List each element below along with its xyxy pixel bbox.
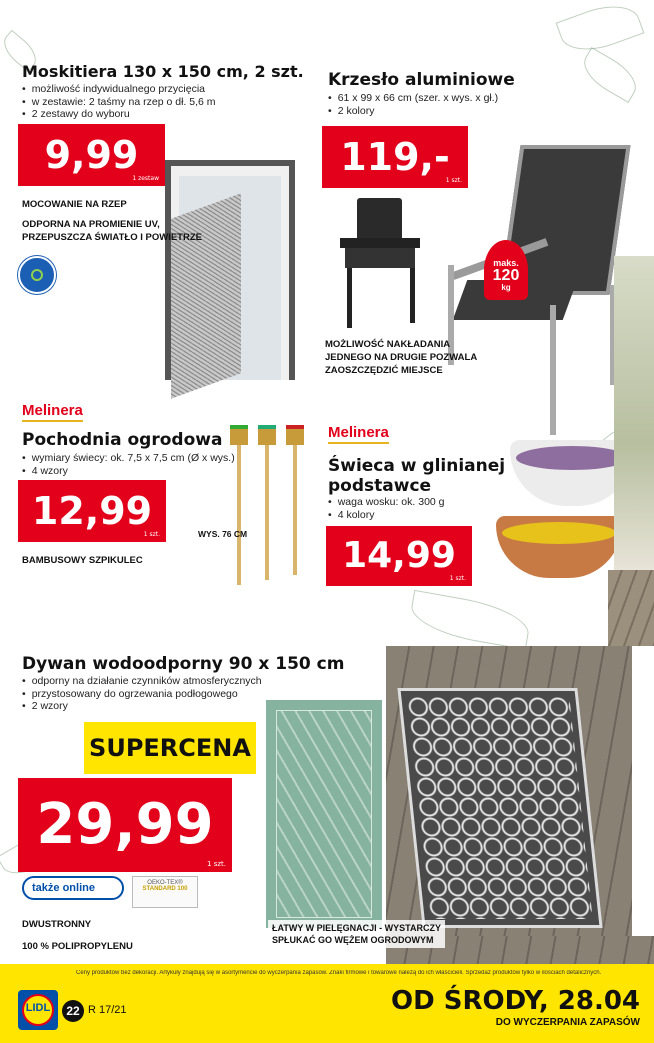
orange-candle-image [496, 516, 622, 578]
bullet: • 2 zestawy do wyboru [22, 108, 216, 121]
bullet: • waga wosku: ok. 300 g [328, 496, 445, 509]
weight-badge: maks. 120 kg [484, 240, 528, 300]
rug-price-tag [18, 778, 232, 872]
torch-height-label: WYS. 76 CM [198, 529, 248, 539]
bullet: • wymiary świecy: ok. 7,5 x 7,5 cm (Ø x wys.) [22, 452, 235, 465]
rug-bullets [22, 675, 262, 713]
torch-bullets [22, 452, 235, 477]
page-number: 22 [62, 1000, 84, 1022]
torch-price-tag [18, 480, 166, 542]
rug-title: Dywan wodoodporny 90 x 150 cm [22, 654, 345, 674]
mosquito-net-price-tag [18, 124, 165, 186]
candle-price-tag [326, 526, 472, 586]
candle-bullets [328, 496, 445, 521]
price-value: 14,99 [342, 535, 456, 576]
price-unit: 1 szt. [445, 177, 462, 184]
chair-caption: MOŻLIWOŚĆ NAKŁADANIA JEDNEGO NA DRUGIE POZWALA ZAOSZCZĘDZIĆ MIEJSCE [325, 339, 478, 376]
price-value: 119,- [340, 135, 450, 179]
green-rug-image [266, 700, 382, 928]
footer-bar [0, 964, 654, 1043]
melinera-logo: Melinera [328, 424, 389, 444]
edition-code: R 17/21 [88, 1004, 127, 1016]
bullet: • w zestawie: 2 taśmy na rzep o dł. 5,6 m [22, 96, 216, 109]
price-unit: 1 szt. [449, 575, 466, 582]
rug-caption-double-sided: DWUSTRONNY [22, 919, 92, 930]
mosquito-net-title: Moskitiera 130 x 150 cm, 2 szt. [22, 62, 304, 81]
bullet: • 2 wzory [22, 700, 262, 713]
bullet: • 61 x 99 x 66 cm (szer. x wys. x gł.) [328, 92, 498, 105]
footer-disclaimer: Ceny produktów bez dekoracji. Artykuły znajdują się w asortymencie do wyczerpania zapasów. Znaki firmowe i towarowe należą do ich właścicieli. Sprzedaż produktów tylko w ilościach detalicznych. [76, 970, 602, 976]
bullet: • 4 kolory [328, 509, 445, 522]
chair-title: Krzesło aluminiowe [328, 70, 515, 90]
bullet: • 2 kolory [328, 105, 498, 118]
offer-date: OD ŚRODY, 28.04 [391, 986, 640, 1016]
grey-rug-image [397, 688, 602, 928]
torch-caption: BAMBUSOWY SZPIKULEC [22, 555, 143, 566]
mosquito-net-caption-uv: ODPORNA NA PROMIENIE UV, PRZEPUSZCZA ŚWIATŁO I POWIETRZE [22, 219, 202, 243]
supercena-banner: SUPERCENA [84, 722, 256, 774]
leaf-decoration [407, 590, 532, 650]
price-value: 29,99 [36, 792, 214, 857]
mosquito-net-caption-velcro: MOCOWANIE NA RZEP [22, 199, 127, 210]
bullet: • możliwość indywidualnego przycięcia [22, 83, 216, 96]
bullet: • przystosowany do ogrzewania podłogowego [22, 688, 262, 701]
candle-title: Świeca w glinianej podstawce [328, 456, 506, 496]
price-unit: 1 szt. [207, 860, 226, 868]
chair-bullets [328, 92, 498, 117]
price-unit: 1 szt. [143, 531, 160, 538]
rug-caption-material: 100 % POLIPROPYLENU [22, 941, 133, 952]
price-unit: 1 zestaw [132, 175, 159, 182]
lidl-logo: LIDL [18, 990, 58, 1030]
price-value: 12,99 [31, 489, 153, 533]
melinera-logo: Melinera [22, 402, 83, 422]
mosquito-net-image [165, 160, 295, 380]
oeko-tex-label: OEKO-TEX® STANDARD 100 [132, 876, 198, 908]
price-value: 9,99 [44, 133, 139, 177]
bullet: • odporny na działanie czynników atmosferycznych [22, 675, 262, 688]
mosquito-net-bullets [22, 83, 216, 121]
eco-label-icon [18, 256, 56, 294]
right-side-deck [608, 570, 654, 646]
leaf-decoration [577, 47, 644, 103]
rug-care-caption: ŁATWY W PIELĘGNACJI - WYSTARCZY SPŁUKAĆ GO WĘŻEM OGRODOWYM [268, 920, 445, 948]
also-online-button[interactable]: także online [22, 876, 124, 900]
aluminium-chair-image [440, 145, 630, 435]
torch-image [228, 425, 308, 585]
bullet: • 4 wzory [22, 465, 235, 478]
offer-subline: DO WYCZERPANIA ZAPASÓW [495, 1017, 640, 1028]
plants-strip [614, 256, 654, 570]
torch-title: Pochodnia ogrodowa [22, 430, 223, 450]
stacked-chairs-image [335, 198, 430, 328]
